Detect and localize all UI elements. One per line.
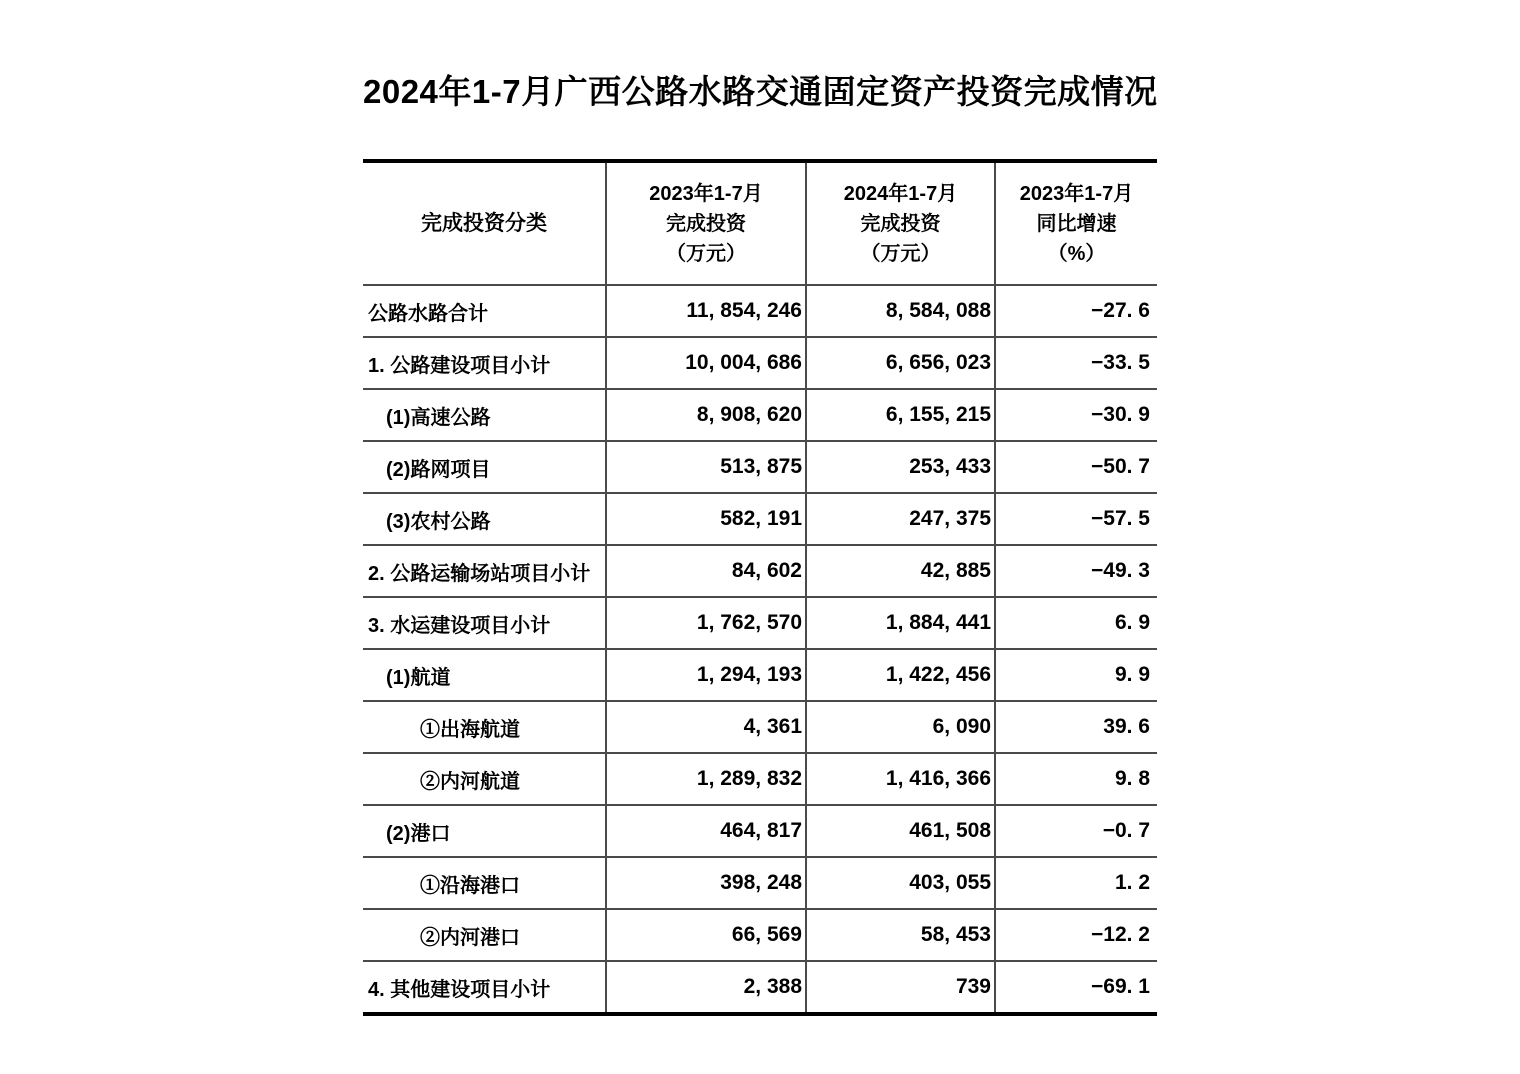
value-2024-cell: 6, 155, 215: [806, 389, 995, 441]
growth-cell: −30. 9: [995, 389, 1157, 441]
table-row: [363, 961, 1157, 1014]
value-2024-cell: 8, 584, 088: [806, 285, 995, 337]
growth-cell: 6. 9: [995, 597, 1157, 649]
category-cell: 2. 公路运输场站项目小计: [363, 545, 606, 597]
value-2023-cell: 1, 294, 193: [606, 649, 806, 701]
header-line: （%）: [1047, 242, 1106, 265]
table-row: [363, 909, 1157, 961]
table-row: [363, 493, 1157, 545]
value-2024-cell: 58, 453: [806, 909, 995, 961]
value-2023-cell: 66, 569: [606, 909, 806, 961]
header-line: 2023年1-7月: [649, 182, 763, 205]
table-row: [363, 857, 1157, 909]
page-title: 2024年1-7月广西公路水路交通固定资产投资完成情况: [363, 73, 1158, 110]
growth-cell: 1. 2: [995, 857, 1157, 909]
value-2023-cell: 582, 191: [606, 493, 806, 545]
value-2023-cell: 1, 289, 832: [606, 753, 806, 805]
value-2023-cell: 513, 875: [606, 441, 806, 493]
value-2024-cell: 42, 885: [806, 545, 995, 597]
growth-cell: −57. 5: [995, 493, 1157, 545]
table-row: [363, 441, 1157, 493]
header-line: （万元）: [666, 242, 746, 265]
value-2024-cell: 247, 375: [806, 493, 995, 545]
category-cell: 4. 其他建设项目小计: [363, 961, 606, 1014]
table-row: [363, 285, 1157, 337]
table-row: [363, 545, 1157, 597]
table-row: [363, 753, 1157, 805]
category-cell: (1)高速公路: [363, 389, 606, 441]
value-2024-cell: 461, 508: [806, 805, 995, 857]
growth-cell: −50. 7: [995, 441, 1157, 493]
value-2024-cell: 1, 884, 441: [806, 597, 995, 649]
column-header-category: [363, 161, 606, 285]
table-row: [363, 805, 1157, 857]
category-cell: ②内河航道: [363, 753, 606, 805]
header-line: 2024年1-7月: [843, 182, 958, 205]
growth-cell: −12. 2: [995, 909, 1157, 961]
category-cell: (2)路网项目: [363, 441, 606, 493]
value-2023-cell: 2, 388: [606, 961, 806, 1014]
growth-cell: 9. 8: [995, 753, 1157, 805]
header-line: 完成投资: [666, 212, 746, 235]
table-row: [363, 649, 1157, 701]
category-cell: 公路水路合计: [363, 285, 606, 337]
value-2024-cell: 6, 090: [806, 701, 995, 753]
header-line: 完成投资: [860, 212, 941, 235]
value-2023-cell: 10, 004, 686: [606, 337, 806, 389]
category-cell: ②内河港口: [363, 909, 606, 961]
header-line: 完成投资分类: [421, 211, 547, 235]
growth-cell: 39. 6: [995, 701, 1157, 753]
growth-cell: −0. 7: [995, 805, 1157, 857]
value-2023-cell: 11, 854, 246: [606, 285, 806, 337]
growth-cell: −49. 3: [995, 545, 1157, 597]
value-2023-cell: 464, 817: [606, 805, 806, 857]
value-2024-cell: 1, 416, 366: [806, 753, 995, 805]
value-2023-cell: 398, 248: [606, 857, 806, 909]
growth-cell: 9. 9: [995, 649, 1157, 701]
table-row: [363, 597, 1157, 649]
header-line: 同比增速: [1036, 212, 1117, 235]
category-cell: ①沿海港口: [363, 857, 606, 909]
table-row: [363, 701, 1157, 753]
category-cell: (3)农村公路: [363, 493, 606, 545]
header-row: [363, 161, 1157, 285]
value-2024-cell: 253, 433: [806, 441, 995, 493]
column-header-2024-investment: [806, 161, 995, 285]
value-2023-cell: 8, 908, 620: [606, 389, 806, 441]
value-2023-cell: 1, 762, 570: [606, 597, 806, 649]
category-cell: 3. 水运建设项目小计: [363, 597, 606, 649]
header-line: 2023年1-7月: [1019, 182, 1134, 205]
column-header-growth-rate: [995, 161, 1157, 285]
growth-cell: −69. 1: [1091, 975, 1150, 998]
category-cell: (2)港口: [363, 805, 606, 857]
value-2023-cell: 4, 361: [606, 701, 806, 753]
growth-cell: −27. 6: [995, 285, 1157, 337]
category-cell: ①出海航道: [363, 701, 606, 753]
category-cell: (1)航道: [363, 649, 606, 701]
column-header-2023-investment: [606, 161, 806, 285]
table-row: [363, 337, 1157, 389]
value-2024-cell: 739: [806, 961, 995, 1014]
growth-cell: −33. 5: [995, 337, 1157, 389]
investment-table: [363, 159, 1157, 1016]
value-2024-cell: 403, 055: [806, 857, 995, 909]
category-cell: 1. 公路建设项目小计: [363, 337, 606, 389]
table-row: [363, 389, 1157, 441]
value-2023-cell: 84, 602: [606, 545, 806, 597]
header-line: （万元）: [860, 242, 941, 265]
value-2024-cell: 1, 422, 456: [806, 649, 995, 701]
value-2024-cell: 6, 656, 023: [806, 337, 995, 389]
